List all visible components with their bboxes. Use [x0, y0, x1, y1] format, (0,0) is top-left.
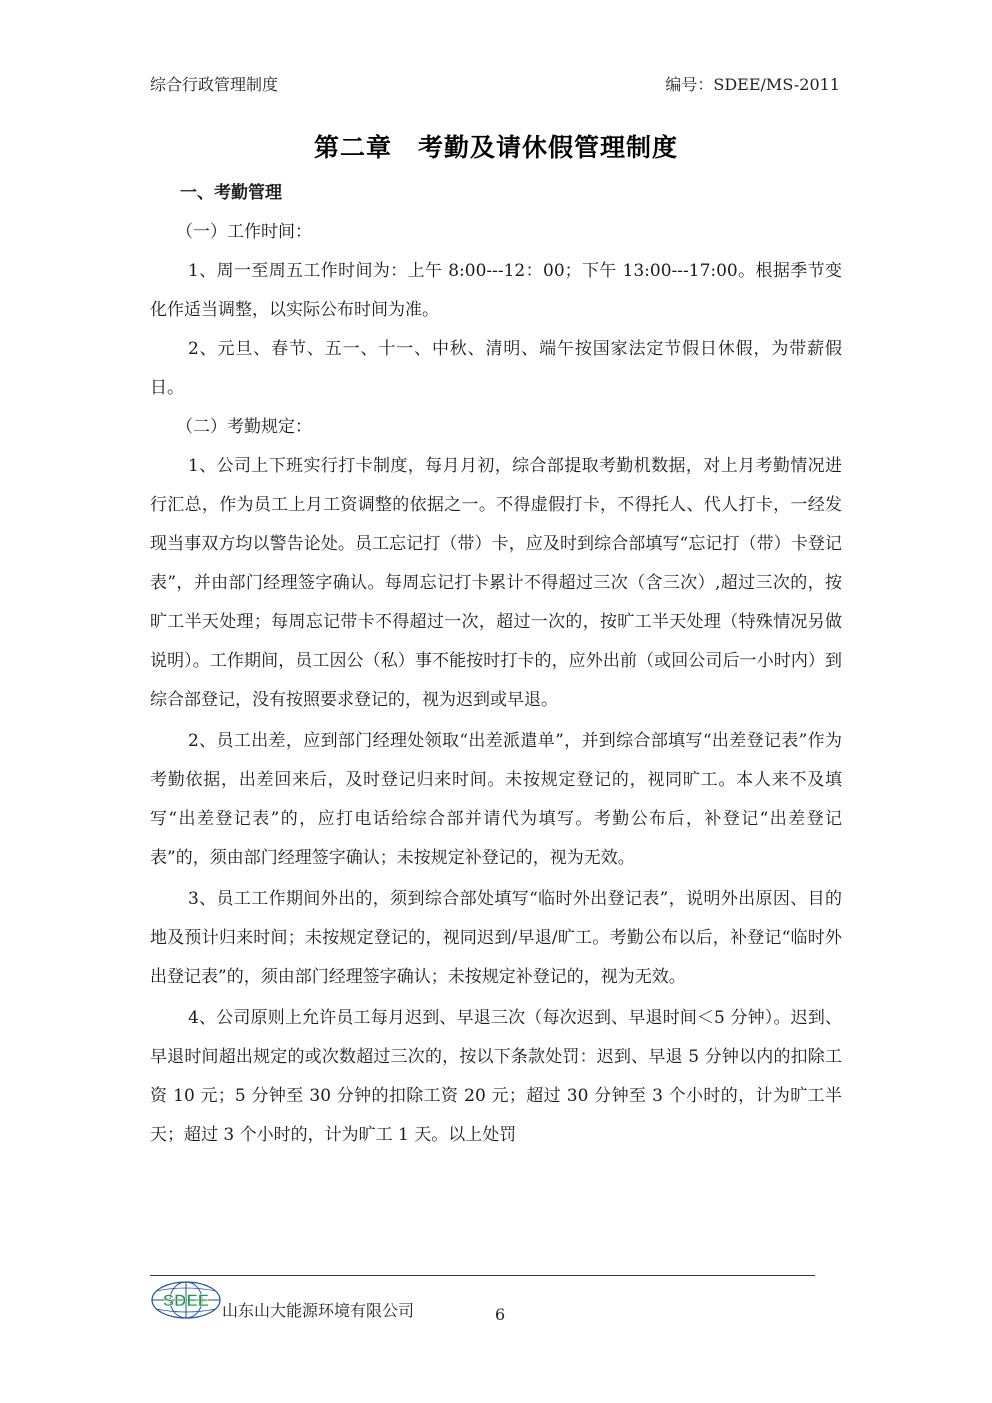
header-doc-title: 综合行政管理制度 [150, 75, 279, 94]
paragraph-rule-2: 2、员工出差，应到部门经理处领取“出差派遣单”，并到综合部填写“出差登记表”作为考勤依据，出差回来后，及时登记归来时间。未按规定登记的，视同旷工。本人来不及填写“出差登记表”的，应打电话给综合部并请代为填写。考勤公布后，补登记“出差登记表”的，须由部门经理签字确认；未按规定补登记的，视为无效。 [150, 731, 842, 868]
document-body [150, 174, 842, 1155]
footer-company-name: 山东山大能源环境有限公司 [222, 1301, 415, 1320]
footer-divider [150, 1275, 815, 1276]
paragraph-rule-1: 1、公司上下班实行打卡制度，每月月初，综合部提取考勤机数据，对上月考勤情况进行汇总，作为员工上月工资调整的依据之一。不得虚假打卡，不得托人、代人打卡，一经发现当事双方均以警告论处。员工忘记打（带）卡，应及时到综合部填写“忘记打（带）卡登记表”，并由部门经理签字确认。每周忘记打卡累计不得超过三次（含三次）,超过三次的，按旷工半天处理；每周忘记带卡不得超过一次，超过一次的，按旷工半天处理（特殊情况另做说明）。工作期间，员工因公（私）事不能按时打卡的，应外出前（或回公司后一小时内）到综合部登记，没有按照要求登记的，视为迟到或早退。 [150, 456, 842, 710]
page-header [150, 72, 840, 96]
chapter-title: 第二章 考勤及请休假管理制度 [313, 133, 678, 162]
header-doc-number: 编号：SDEE/MS-2011 [665, 75, 840, 94]
globe-logo-icon [150, 1280, 222, 1320]
subsection-work-hours: （一）工作时间： [176, 222, 312, 242]
paragraph-rule-4: 4、公司原则上允许员工每月迟到、早退三次（每次迟到、早退时间＜5 分钟）。迟到、早退时间超出规定的或次数超过三次的，按以下条款处罚：迟到、早退 5 分钟以内的扣除工资 10 元；5 分钟至 30 分钟的扣除工资 20 元；超过 30 分钟至 3 个小时的，计为旷工半天；超过 3 个小时的，计为旷工 1 天。以上处罚 [150, 1008, 842, 1145]
page-number: 6 [495, 1305, 506, 1324]
paragraph-work-hours-1: 1、周一至周五工作时间为：上午 8:00---12：00；下午 13:00---17:00。根据季节变化作适当调整，以实际公布时间为准。 [150, 261, 842, 320]
paragraph-work-hours-2: 2、元旦、春节、五一、十一、中秋、清明、端午按国家法定节假日休假，为带薪假日。 [150, 339, 842, 398]
company-logo [150, 1280, 222, 1320]
paragraph-rule-3: 3、员工工作期间外出的，须到综合部处填写“临时外出登记表”，说明外出原因、目的地及预计归来时间；未按规定登记的，视同迟到/早退/旷工。考勤公布以后，补登记“临时外出登记表”的，须由部门经理签字确认；未按规定补登记的，视为无效。 [150, 889, 842, 987]
svg-text:SDEE: SDEE [162, 1291, 210, 1310]
section-heading-attendance: 一、考勤管理 [180, 183, 282, 203]
subsection-attendance-rules: （二）考勤规定： [176, 417, 312, 437]
